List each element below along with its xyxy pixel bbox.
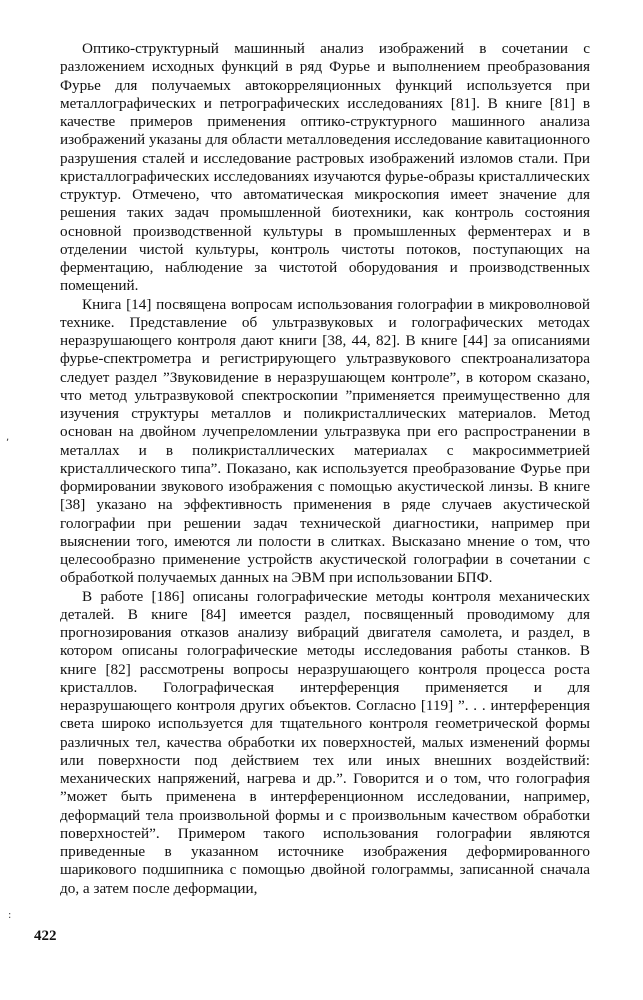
scan-speck: , [6, 432, 10, 443]
paragraph-2: Книга [14] посвящена вопросам использования голографии в микроволновой технике. Представление об ультразвуковых и голографических методах неразрушающего контроля дают книги [38, 44, 82]. В книге [44] за описаниями фурье-спектрометра и регистрирующего ультразвукового спектроанализатора следует раздел ”Звуковидение в неразрушающем контроле”, в котором сказано, что метод ультразвуковой спектроскопии ”применяется преимущественно для изучения структуры металлов и поликристаллических материалов. Метод основан на двойном лучепреломлении ультразвука при его распространении в металлах и в поликристаллических материалах с макросимметрией кристаллического типа”. Показано, как используется преобразование Фурье при формировании звукового изображения с помощью акустической линзы. В книге [38] указано на эффективность применения в ряде случаев акустической голографии при решении задач технической диагностики, например при выяснении того, имеются ли полости в слитках. Высказано мнение о том, что целесообразно применение устройств акустической голографии в сочетании с обработкой получаемых данных на ЭВМ при использовании БПФ. [60, 295, 590, 587]
paragraph-3: В работе [186] описаны голографические методы контроля механических деталей. В книге [84] имеется раздел, посвященный проводимому для прогнозирования отказов анализу вибраций двигателя самолета, и раздел, в котором описаны голографические методы исследования работы станков. В книге [82] рассмотрены вопросы неразрушающего контроля процесса роста кристаллов. Голографическая интерференция применяется и для неразрушающего контроля других объектов. Согласно [119] ”. . . интерференция света широко используется для тщательного контроля геометрической формы различных тел, качества обработки их поверхностей, малых изменений формы или поверхности под действием тех или иных внешних воздействий: механических напряжений, нагрева и др.”. Говорится и о том, что голография ”может быть применена в интерференционном исследовании, например, деформаций тела произвольной формы и с произвольным качеством обработки поверхностей”. Примером такого использования голографии являются приведенные в указанном источнике изображения деформированного шарикового подшипника с помощью двойной голограммы, записанной сначала до, а затем после деформации, [60, 587, 590, 897]
page-number: 422 [34, 928, 57, 944]
paragraph-1: Оптико-структурный машинный анализ изображений в сочетании с разложением исходных функций в ряд Фурье и выполнением преобразования Фурье для получаемых автокорреляционных функций используется при металлографических и петрографических исследованиях [81]. В книге [81] в качестве примеров применения оптико-структурного машинного анализа изображений указаны для области металловедения исследование кавитационного разрушения сталей и исследование растровых изображений изломов стали. При кристаллографических исследованиях изучаются фурье-образы кристаллических структур. Отмечено, что автоматическая микроскопия имеет значение для решения таких задач промышленной биотехники, как контроль состояния основной производственной культуры в промышленных ферментерах и в отделении чистой культуры, контроль чистоты потоков, поступающих на ферментацию, наблюдение за чистотой оборудования и производственных помещений. [60, 40, 590, 295]
page-body [60, 40, 590, 898]
scan-speck: : [8, 910, 12, 921]
